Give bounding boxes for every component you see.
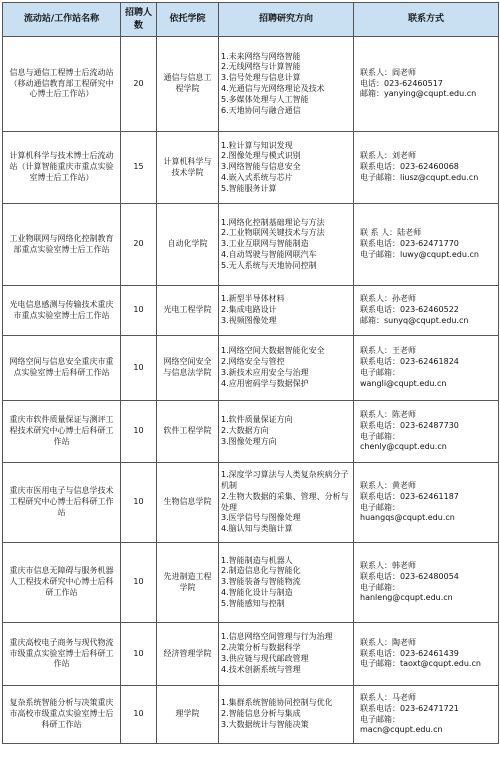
research-direction-item: 1.集群系统智能协同控制与优化: [221, 698, 333, 708]
research-direction-item: 3.智能装备与智能物流: [221, 577, 301, 587]
research-direction-item: 4.应用密码学与数据保护: [221, 378, 309, 388]
recruit-count-cell: 10: [121, 543, 157, 623]
contact-line: 电子邮箱：liusz@cqupt.edu.cn: [360, 172, 479, 182]
college-cell: 通信与信息工程学院: [157, 37, 219, 132]
research-direction-item: 3.网络智能与信息安全: [221, 162, 301, 172]
contact-cell: [354, 463, 499, 543]
contact-line: 联系人：阎老师: [360, 67, 416, 77]
header-college: 依托学院: [157, 3, 219, 37]
contact-cell: [354, 623, 499, 686]
contact-line: 电子邮箱：: [360, 368, 400, 377]
header-row: [3, 3, 499, 37]
college-cell: 先进制造工程学院: [157, 543, 219, 623]
research-direction-item: 1.智能制造与机器人: [221, 555, 293, 565]
research-direction-item: 3.工业互联网与智能制造: [221, 239, 309, 249]
research-direction-item: 4.技术创新系统与管理: [221, 664, 301, 674]
table-row: [3, 37, 499, 132]
recruit-count-cell: 10: [121, 401, 157, 463]
research-direction-item: 4.脑认知与类脑计算: [221, 524, 293, 534]
research-direction-item: 3.信号处理与信息计算: [221, 73, 301, 83]
research-direction-cell: [219, 463, 354, 543]
research-direction-item: 1.深度学习算法与人类复杂疾病分子机制: [221, 470, 349, 490]
table-row: [3, 286, 499, 336]
research-direction-cell: [219, 204, 354, 286]
recruit-count-cell: 20: [121, 204, 157, 286]
station-name-cell: 重庆市医用电子与信息学技术工程研究中心博士后科研工作站: [3, 463, 121, 543]
contact-line: 联系电话：023-62460068: [360, 162, 459, 172]
research-direction-item: 2.决策分析与数据科学: [221, 643, 301, 653]
research-direction-item: 2.工业物联网关键技术与方法: [221, 228, 325, 238]
contact-line: macn@cqupt.edu.cn: [360, 725, 443, 735]
contact-line: 电话：023-62460517: [360, 78, 443, 88]
contact-line: 联系人：马老师: [360, 692, 416, 702]
college-cell: 网络空间安全与信息法学院: [157, 336, 219, 401]
contact-line: 联系人：陶老师: [360, 637, 416, 647]
research-direction-cell: [219, 132, 354, 204]
research-direction-item: 2.集成电路设计: [221, 305, 277, 315]
research-direction-cell: [219, 623, 354, 686]
recruit-count-cell: 10: [121, 463, 157, 543]
contact-line: 联系电话：023-62460522: [360, 305, 459, 315]
research-direction-item: 3.供应链与现代邮政管理: [221, 654, 309, 663]
research-direction-item: 4.嵌入式系统与芯片: [221, 172, 293, 182]
station-name-cell: 工业物联网与网络化控制教育部重点实验室博士后工作站: [3, 204, 121, 286]
research-direction-item: 5.多媒体处理与人工智能: [221, 94, 309, 104]
research-direction-item: 1.粒计算与知识发现: [221, 140, 293, 150]
research-direction-cell: [219, 686, 354, 744]
table-row: [3, 623, 499, 686]
table-row: [3, 132, 499, 204]
contact-line: chenly@cqupt.edu.cn: [360, 442, 447, 452]
research-direction-item: 3.新技术应用安全与治理: [221, 368, 309, 377]
recruit-count-cell: 20: [121, 37, 157, 132]
college-cell: 经济管理学院: [157, 623, 219, 686]
contact-line: 联系人：韩老师: [360, 560, 416, 570]
research-direction-item: 2.图像处理与模式识别: [221, 151, 301, 161]
research-direction-item: 3.大数据统计与智能决策: [221, 719, 309, 729]
contact-line: 邮箱：sunyq@cqupt.edu.cn: [360, 315, 469, 325]
research-direction-item: 1.新型半导体材料: [221, 294, 285, 304]
contact-line: 联 系 人：陆老师: [360, 228, 422, 238]
research-direction-item: 5.智能服务计算: [221, 183, 277, 193]
contact-line: 联系电话：023-62480054: [360, 571, 459, 581]
contact-line: 电子邮箱：luwy@cqupt.edu.cn: [360, 249, 479, 259]
station-name-cell: 重庆市软件质量保证与测评工程技术研究中心博士后科研工作站: [3, 401, 121, 463]
college-cell: 计算机科学与技术学院: [157, 132, 219, 204]
contact-line: 联系电话：023-62461187: [360, 491, 459, 501]
research-direction-item: 2.智能信息分析与集成: [221, 709, 301, 719]
station-name-cell: 重庆市信息无障碍与服务机器人工程技术研究中心博士后科研工作站: [3, 543, 121, 623]
recruit-count-cell: 15: [121, 132, 157, 204]
table-row: [3, 401, 499, 463]
table-row: [3, 204, 499, 286]
research-direction-item: 3.视频图像处理: [221, 315, 277, 325]
college-cell: 理学院: [157, 686, 219, 744]
table-row: [3, 543, 499, 623]
contact-line: huangqs@cqupt.edu.cn: [360, 513, 455, 523]
table-row: [3, 686, 499, 744]
header-count: 招聘人数: [121, 3, 157, 37]
college-cell: 自动化学院: [157, 204, 219, 286]
contact-line: 联系人：黄老师: [360, 480, 416, 490]
recruit-count-cell: 10: [121, 623, 157, 686]
research-direction-item: 2.网络安全与管控: [221, 357, 285, 367]
contact-line: 联系电话：023-62471721: [360, 703, 459, 713]
contact-line: 电子邮箱：: [360, 582, 400, 592]
station-name-cell: 重庆高校电子商务与现代物流市级重点实验室博士后科研工作站: [3, 623, 121, 686]
research-direction-item: 1.软件质量保证方向: [221, 415, 293, 425]
research-direction-item: 3.图像处理方向: [221, 436, 277, 446]
college-cell: 生物信息学院: [157, 463, 219, 543]
research-direction-item: 1.信息网络空间管理与行为治理: [221, 632, 333, 642]
contact-cell: [354, 543, 499, 623]
contact-cell: [354, 686, 499, 744]
recruit-count-cell: 10: [121, 286, 157, 336]
research-direction-item: 3.医学信号与图像处理: [221, 513, 301, 523]
table-row: [3, 336, 499, 401]
contact-line: 电子邮箱：: [360, 714, 400, 724]
contact-line: 联系电话：023-62461824: [360, 357, 459, 367]
research-direction-item: 2.大数据方向: [221, 426, 269, 436]
college-cell: 光电工程学院: [157, 286, 219, 336]
contact-line: 电子邮箱：taoxt@cqupt.edu.cn: [360, 659, 481, 669]
contact-line: 联系电话：023-62461439: [360, 648, 459, 658]
contact-line: 联系人：刘老师: [360, 151, 416, 161]
research-direction-item: 4.自动驾驶与智能网联汽车: [221, 249, 317, 259]
contact-cell: [354, 204, 499, 286]
contact-cell: [354, 336, 499, 401]
recruit-count-cell: 10: [121, 686, 157, 744]
contact-line: 电子邮箱：: [360, 431, 400, 441]
research-direction-item: 4.智能化设计与制造: [221, 587, 293, 597]
station-name-cell: 复杂系统智能分析与决策重庆市高校市级重点实验室博士后科研工作站: [3, 686, 121, 744]
contact-line: 电子邮箱：: [360, 502, 400, 512]
contact-cell: [354, 401, 499, 463]
recruitment-table: [2, 2, 499, 744]
research-direction-item: 1.网络空间大数据智能化安全: [221, 346, 325, 356]
station-name-cell: 光电信息感测与传输技术重庆市重点实验室博士后工作站: [3, 286, 121, 336]
research-direction-cell: [219, 37, 354, 132]
contact-cell: [354, 37, 499, 132]
contact-line: 邮箱：yanying@cqupt.edu.cn: [360, 89, 477, 99]
header-contact: 联系方式: [354, 3, 499, 37]
contact-line: hanleng@cqupt.edu.cn: [360, 593, 453, 603]
research-direction-cell: [219, 286, 354, 336]
header-station: 流动站/工作站名称: [3, 3, 121, 37]
research-direction-cell: [219, 401, 354, 463]
research-direction-item: 2.无线网络与计算智能: [221, 62, 301, 72]
station-name-cell: 信息与通信工程博士后流动站（移动通信教育部工程研究中心博士后工作站）: [3, 37, 121, 132]
contact-line: 联系人：陈老师: [360, 409, 416, 419]
research-direction-cell: [219, 543, 354, 623]
contact-line: 联系人：孙老师: [360, 294, 416, 304]
station-name-cell: 计算机科学与技术博士后流动站（计算智能重庆市重点实验室博士后工作站）: [3, 132, 121, 204]
contact-line: 联系电话：023-62471770: [360, 239, 459, 249]
research-direction-item: 1.未来网络与网络智能: [221, 51, 301, 61]
contact-line: wangli@cqupt.edu.cn: [360, 378, 447, 388]
college-cell: 软件工程学院: [157, 401, 219, 463]
research-direction-item: 6.天地协同与融合通信: [221, 105, 301, 115]
contact-line: 联系人：王老师: [360, 346, 416, 356]
research-direction-item: 4.光通信与光网络理论及技术: [221, 84, 325, 93]
research-direction-item: 1.网络化控制基础理论与方法: [221, 217, 325, 227]
research-direction-cell: [219, 336, 354, 401]
research-direction-item: 2.制造信息化与智能化: [221, 566, 301, 576]
station-name-cell: 网络空间与信息安全重庆市重点实验室博士后科研工作站: [3, 336, 121, 401]
research-direction-item: 2.生物大数据的采集、管理、分析与处理: [221, 491, 349, 512]
research-direction-item: 5.智能感知与控制: [221, 598, 285, 608]
table-row: [3, 463, 499, 543]
research-direction-item: 5.无人系统与天地协同控制: [221, 260, 317, 270]
contact-line: 联系电话：023-62487730: [360, 420, 459, 430]
header-direction: 招聘研究方向: [219, 3, 354, 37]
contact-cell: [354, 132, 499, 204]
contact-cell: [354, 286, 499, 336]
recruit-count-cell: 10: [121, 336, 157, 401]
table-body: [3, 37, 499, 744]
